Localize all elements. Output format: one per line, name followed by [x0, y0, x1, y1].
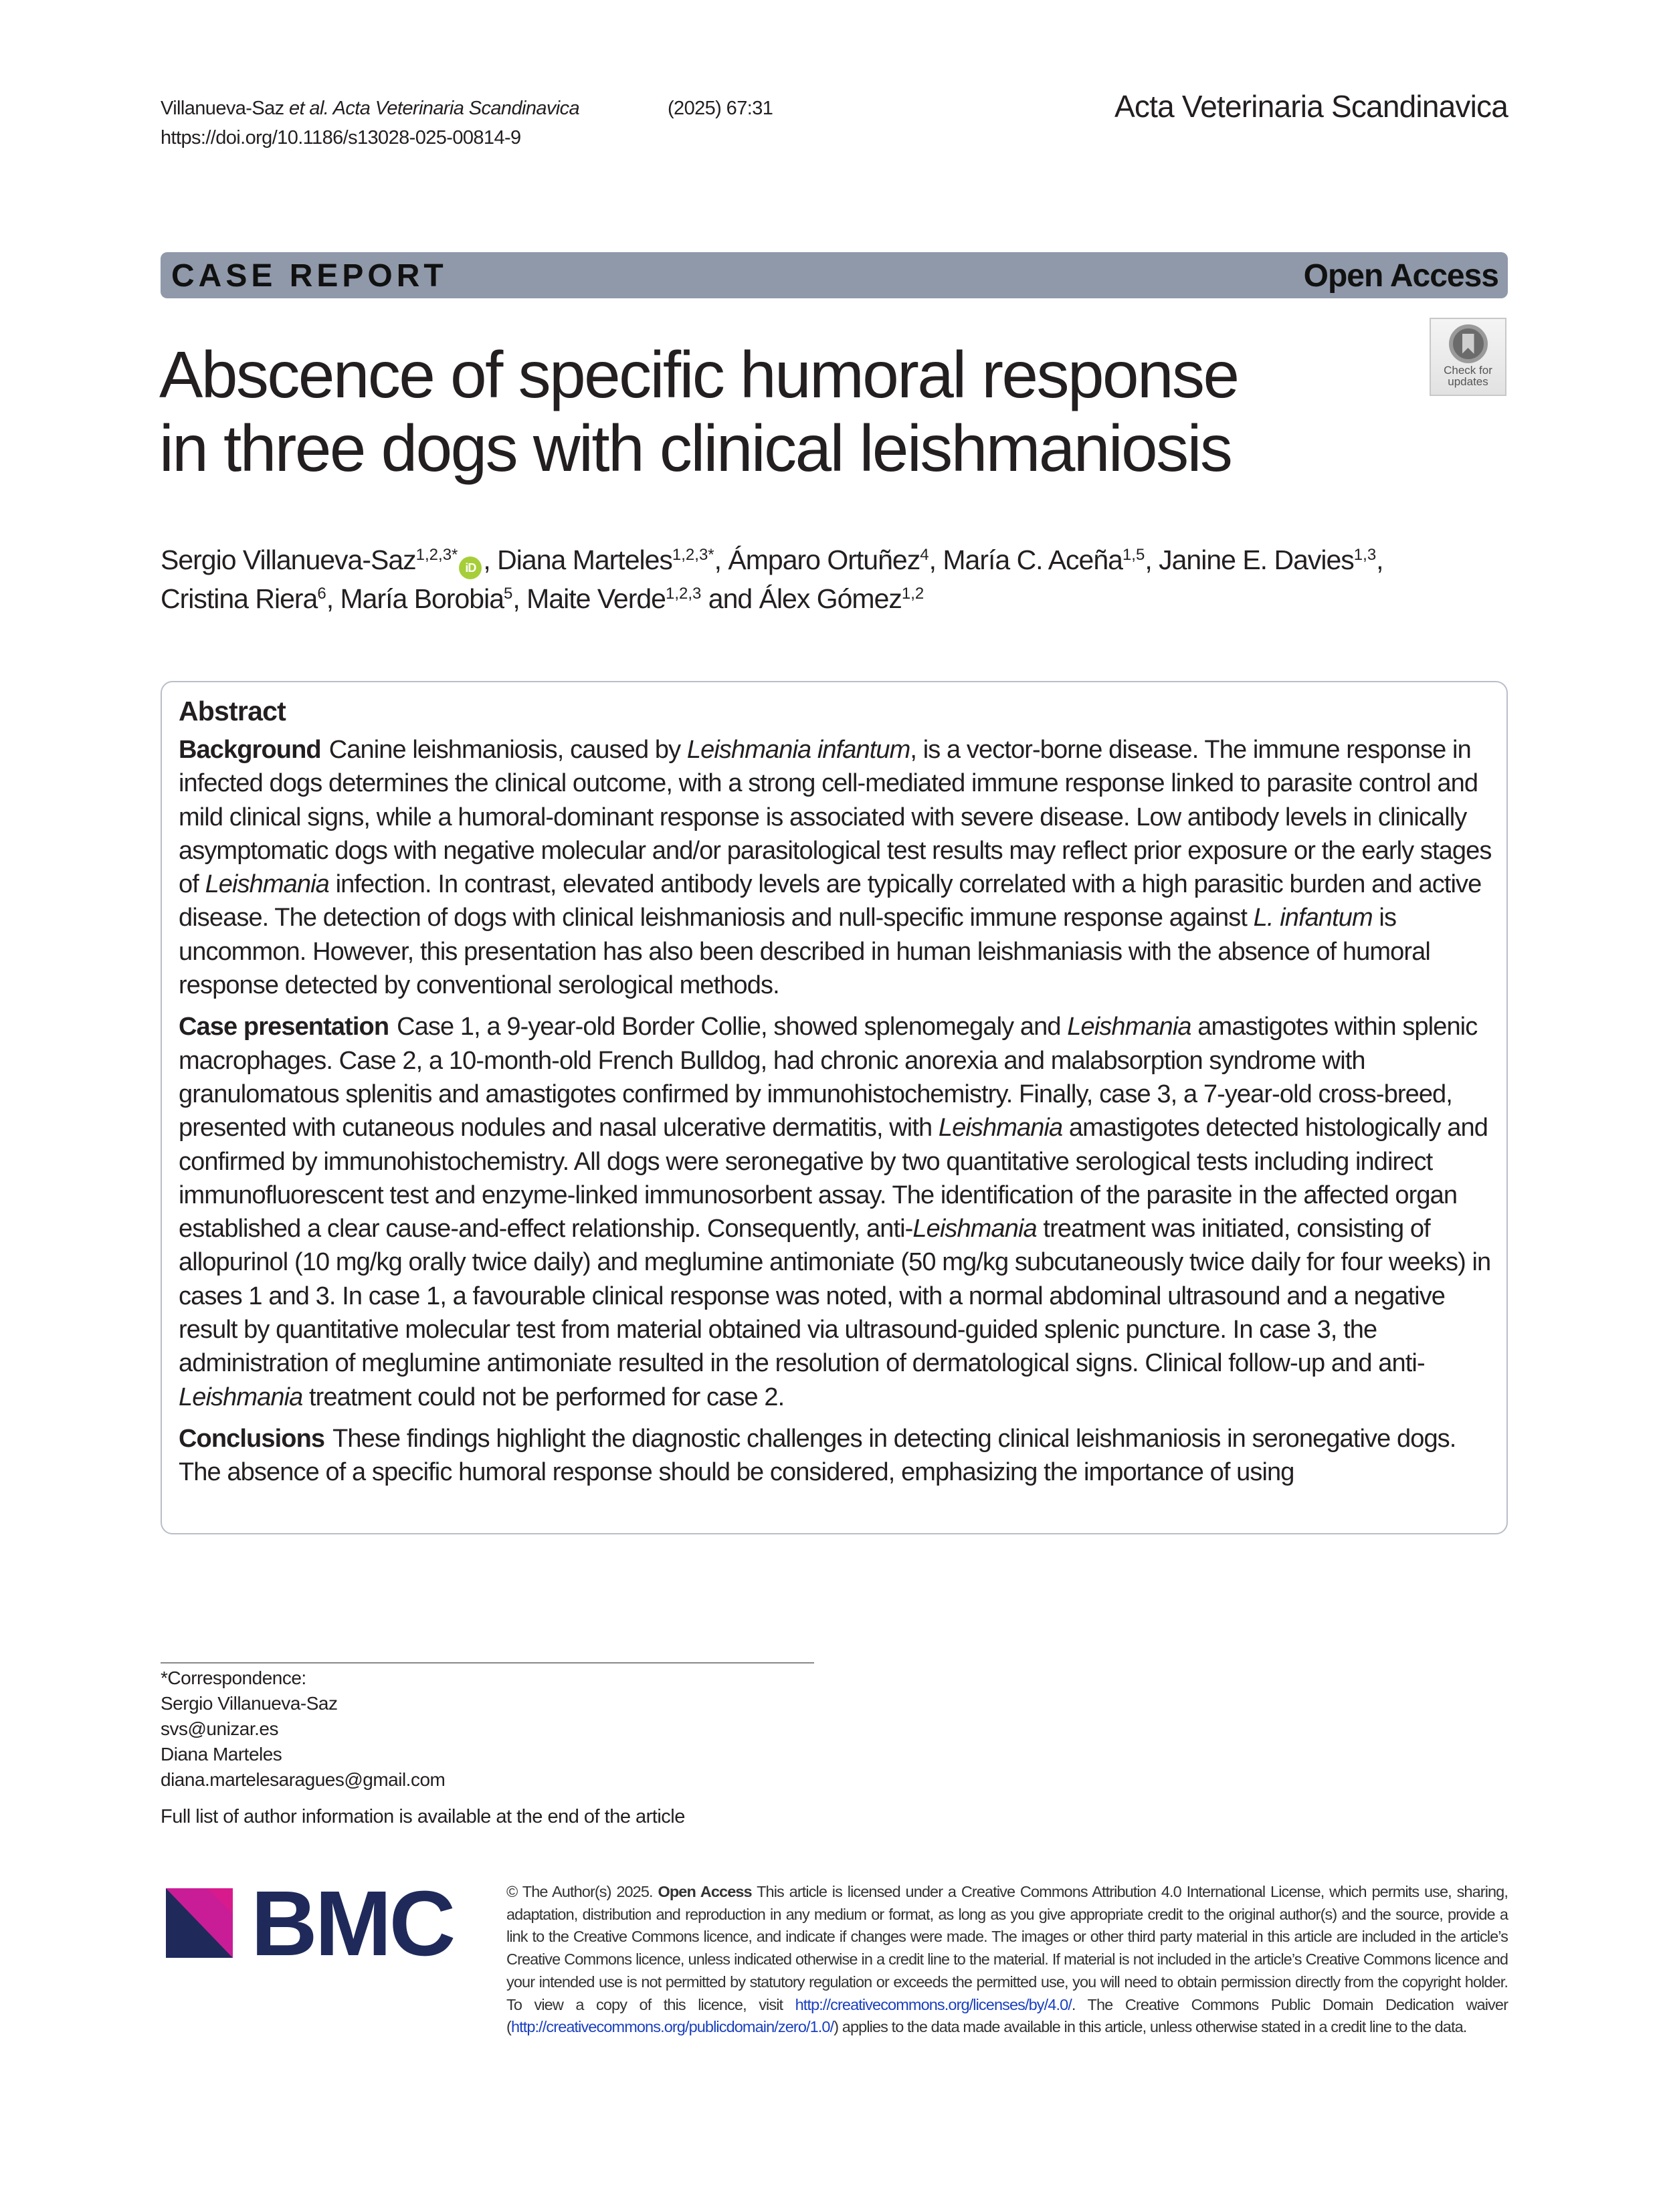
author[interactable]: Diana Marteles$^{1,2,3*}$ [497, 544, 714, 575]
public-domain-link[interactable]: http://creativecommons.org/publicdomain/zero/1.0/ [510, 2018, 834, 2036]
article-type-banner [161, 252, 1508, 298]
author[interactable]: Ámparo Ortuñez$^4$ [728, 544, 929, 575]
title-line: Abscence of specific humoral response [159, 338, 1238, 411]
footnote-divider [161, 1662, 814, 1664]
license-statement: © The Author(s) 2025. Open Access This article is licensed under a Creative Commons Attribution 4.0 International License, which permits use, sharing, adaptation, distribution and reproduction in any medium or format, as long as you give appropriate credit to the original author(s) and the source, provide a link to the Creative Commons licence, and indicate if changes were made. The images or other third party material in this article are included in the article’s Creative Commons licence, unless indicated otherwise in a credit line to the material. If material is not included in the article’s Creative Commons licence and your intended use is not permitted by statutory regulation or exceeds the permitted use, you will need to obtain permission directly from the copyright holder. To view a copy of this licence, visit http://creativecommons.org/licenses/by/4.0/. The Creative Commons Public Domain Dedication waiver (http://creativecommons.org/publicdomain/zero/1.0/) applies to the data made available in this article, unless otherwise stated in a credit line to the data. [506, 1883, 1508, 2036]
citation-journal: et al. Acta Veterinaria Scandinavica [288, 98, 580, 119]
orcid-icon[interactable]: iD [459, 557, 482, 579]
email-link[interactable]: svs@unizar.es [161, 1718, 278, 1739]
email-link[interactable]: diana.martelesaragues@gmail.com [161, 1769, 446, 1790]
check-for-updates-text: updates [1448, 375, 1488, 388]
license-link[interactable]: http://creativecommons.org/licenses/by/4.0/ [795, 1995, 1072, 2013]
author-info-note: Full list of author information is available at the end of the article [161, 1806, 685, 1827]
journal-name: Acta Veterinaria Scandinavica [1114, 89, 1508, 124]
article-title [159, 338, 1238, 485]
authors-and: and [708, 583, 753, 614]
abstract-body [179, 733, 1493, 1498]
article-type: CASE REPORT [171, 258, 448, 294]
open-access-label: Open Access [1303, 258, 1498, 294]
check-for-updates-text: Check for [1444, 364, 1492, 377]
year-volume: (2025) 67:31 [668, 98, 773, 119]
abstract-box [161, 681, 1508, 1534]
citation-authors: Villanueva-Saz [161, 98, 289, 119]
author[interactable]: María Borobia$^5$ [340, 583, 513, 614]
author[interactable]: Sergio Villanueva-Saz$^{1,2,3*}$ [161, 544, 458, 575]
author[interactable]: María C. Aceña$^{1,5}$ [943, 544, 1145, 575]
title-line: in three dogs with clinical leishmaniosis [159, 411, 1232, 485]
crossmark-icon [1449, 324, 1488, 363]
abstract-heading: Abstract [179, 696, 286, 726]
doi-link[interactable]: https://doi.org/10.1186/s13028-025-00814-9 [161, 127, 521, 148]
abstract-case-presentation: Case presentation Case 1, a 9-year-old Border Collie, showed splenomegaly and Leishmania amastigotes within splenic macrophages. Case 2, a 10-month-old French Bulldog, had chronic anorexia and malabsorption syndrome with granulomatous splenitis and amastigotes confirmed by immunohistochemistry. Finally, case 3, a 7-year-old cross-breed, presented with cutaneous nodules and nasal ulcerative dermatitis, with Leishmania amastigotes detected histologically and confirmed by immunohistochemistry. All dogs were seronegative by two quantitative serological tests including indirect immunofluorescent test and enzyme-linked immunosorbent assay. The identification of the parasite in the affected organ established a clear cause-and-effect relationship. Consequently, anti-Leishmania treatment was initiated, consisting of allopurinol (10 mg/kg orally twice daily) and meglumine antimoniate (50 mg/kg subcutaneously twice daily for four weeks) in cases 1 and 3. In case 1, a favourable clinical response was noted, with a normal abdominal ultrasound and a negative result by quantitative molecular test from material obtained via ultrasound-guided splenic puncture. In case 3, the administration of meglumine antimoniate resulted in the resolution of dermatological signs. Clinical follow-up and anti-Leishmania treatment could not be performed for case 2. [179, 1013, 1491, 1411]
author-list: Sergio Villanueva-Saz$^{1,2,3*}$iD , Diana Marteles$^{1,2,3*}$, Ámparo Ortuñez$^4$, María C. Aceña$^{1,5}$, Janine E. Davies$^{1,3}$, Cristina Riera$^6$, María Borobia$^5$, Maite Verde$^{1,2,3}$ and Álex Gómez$^{1,2}$ [161, 544, 1383, 614]
author[interactable]: Maite Verde$^{1,2,3}$ [526, 583, 702, 614]
bmc-logo-text: BMC [251, 1883, 454, 1963]
running-header [161, 94, 773, 153]
abstract-conclusions: Conclusions These findings highlight the diagnostic challenges in detecting clinical leishmaniosis in seronegative dogs. The absence of a specific humoral response should be considered, emphasizing the importance of using [179, 1424, 1456, 1487]
abstract-background: Background Canine leishmaniosis, caused by Leishmania infantum, is a vector-borne disease. The immune response in infected dogs determines the clinical outcome, with a strong cell-mediated immune response linked to parasite control and mild clinical signs, while a humoral-dominant response is associated with severe disease. Low antibody levels in clinically asymptomatic dogs with negative molecular and/or parasitological test results may reflect prior exposure or the early stages of Leishmania infection. In contrast, elevated antibody levels are typically correlated with a high parasitic burden and active disease. The detection of dogs with clinical leishmaniosis and null-specific immune response against L. infantum is uncommon. However, this presentation has also been described in human leishmaniasis with the absence of humoral response detected by conventional serological methods. [179, 736, 1492, 1000]
check-for-updates-button[interactable] [1430, 318, 1506, 396]
bmc-logo [161, 1883, 468, 1963]
author[interactable]: Álex Gómez$^{1,2}$ [759, 583, 924, 614]
author[interactable]: Janine E. Davies$^{1,3}$ [1159, 544, 1377, 575]
correspondence: *Correspondence: Sergio Villanueva-Saz svs@unizar.es Diana Marteles diana.martelesaragues@gmail.com [161, 1666, 445, 1793]
author[interactable]: Cristina Riera$^6$ [161, 583, 326, 614]
